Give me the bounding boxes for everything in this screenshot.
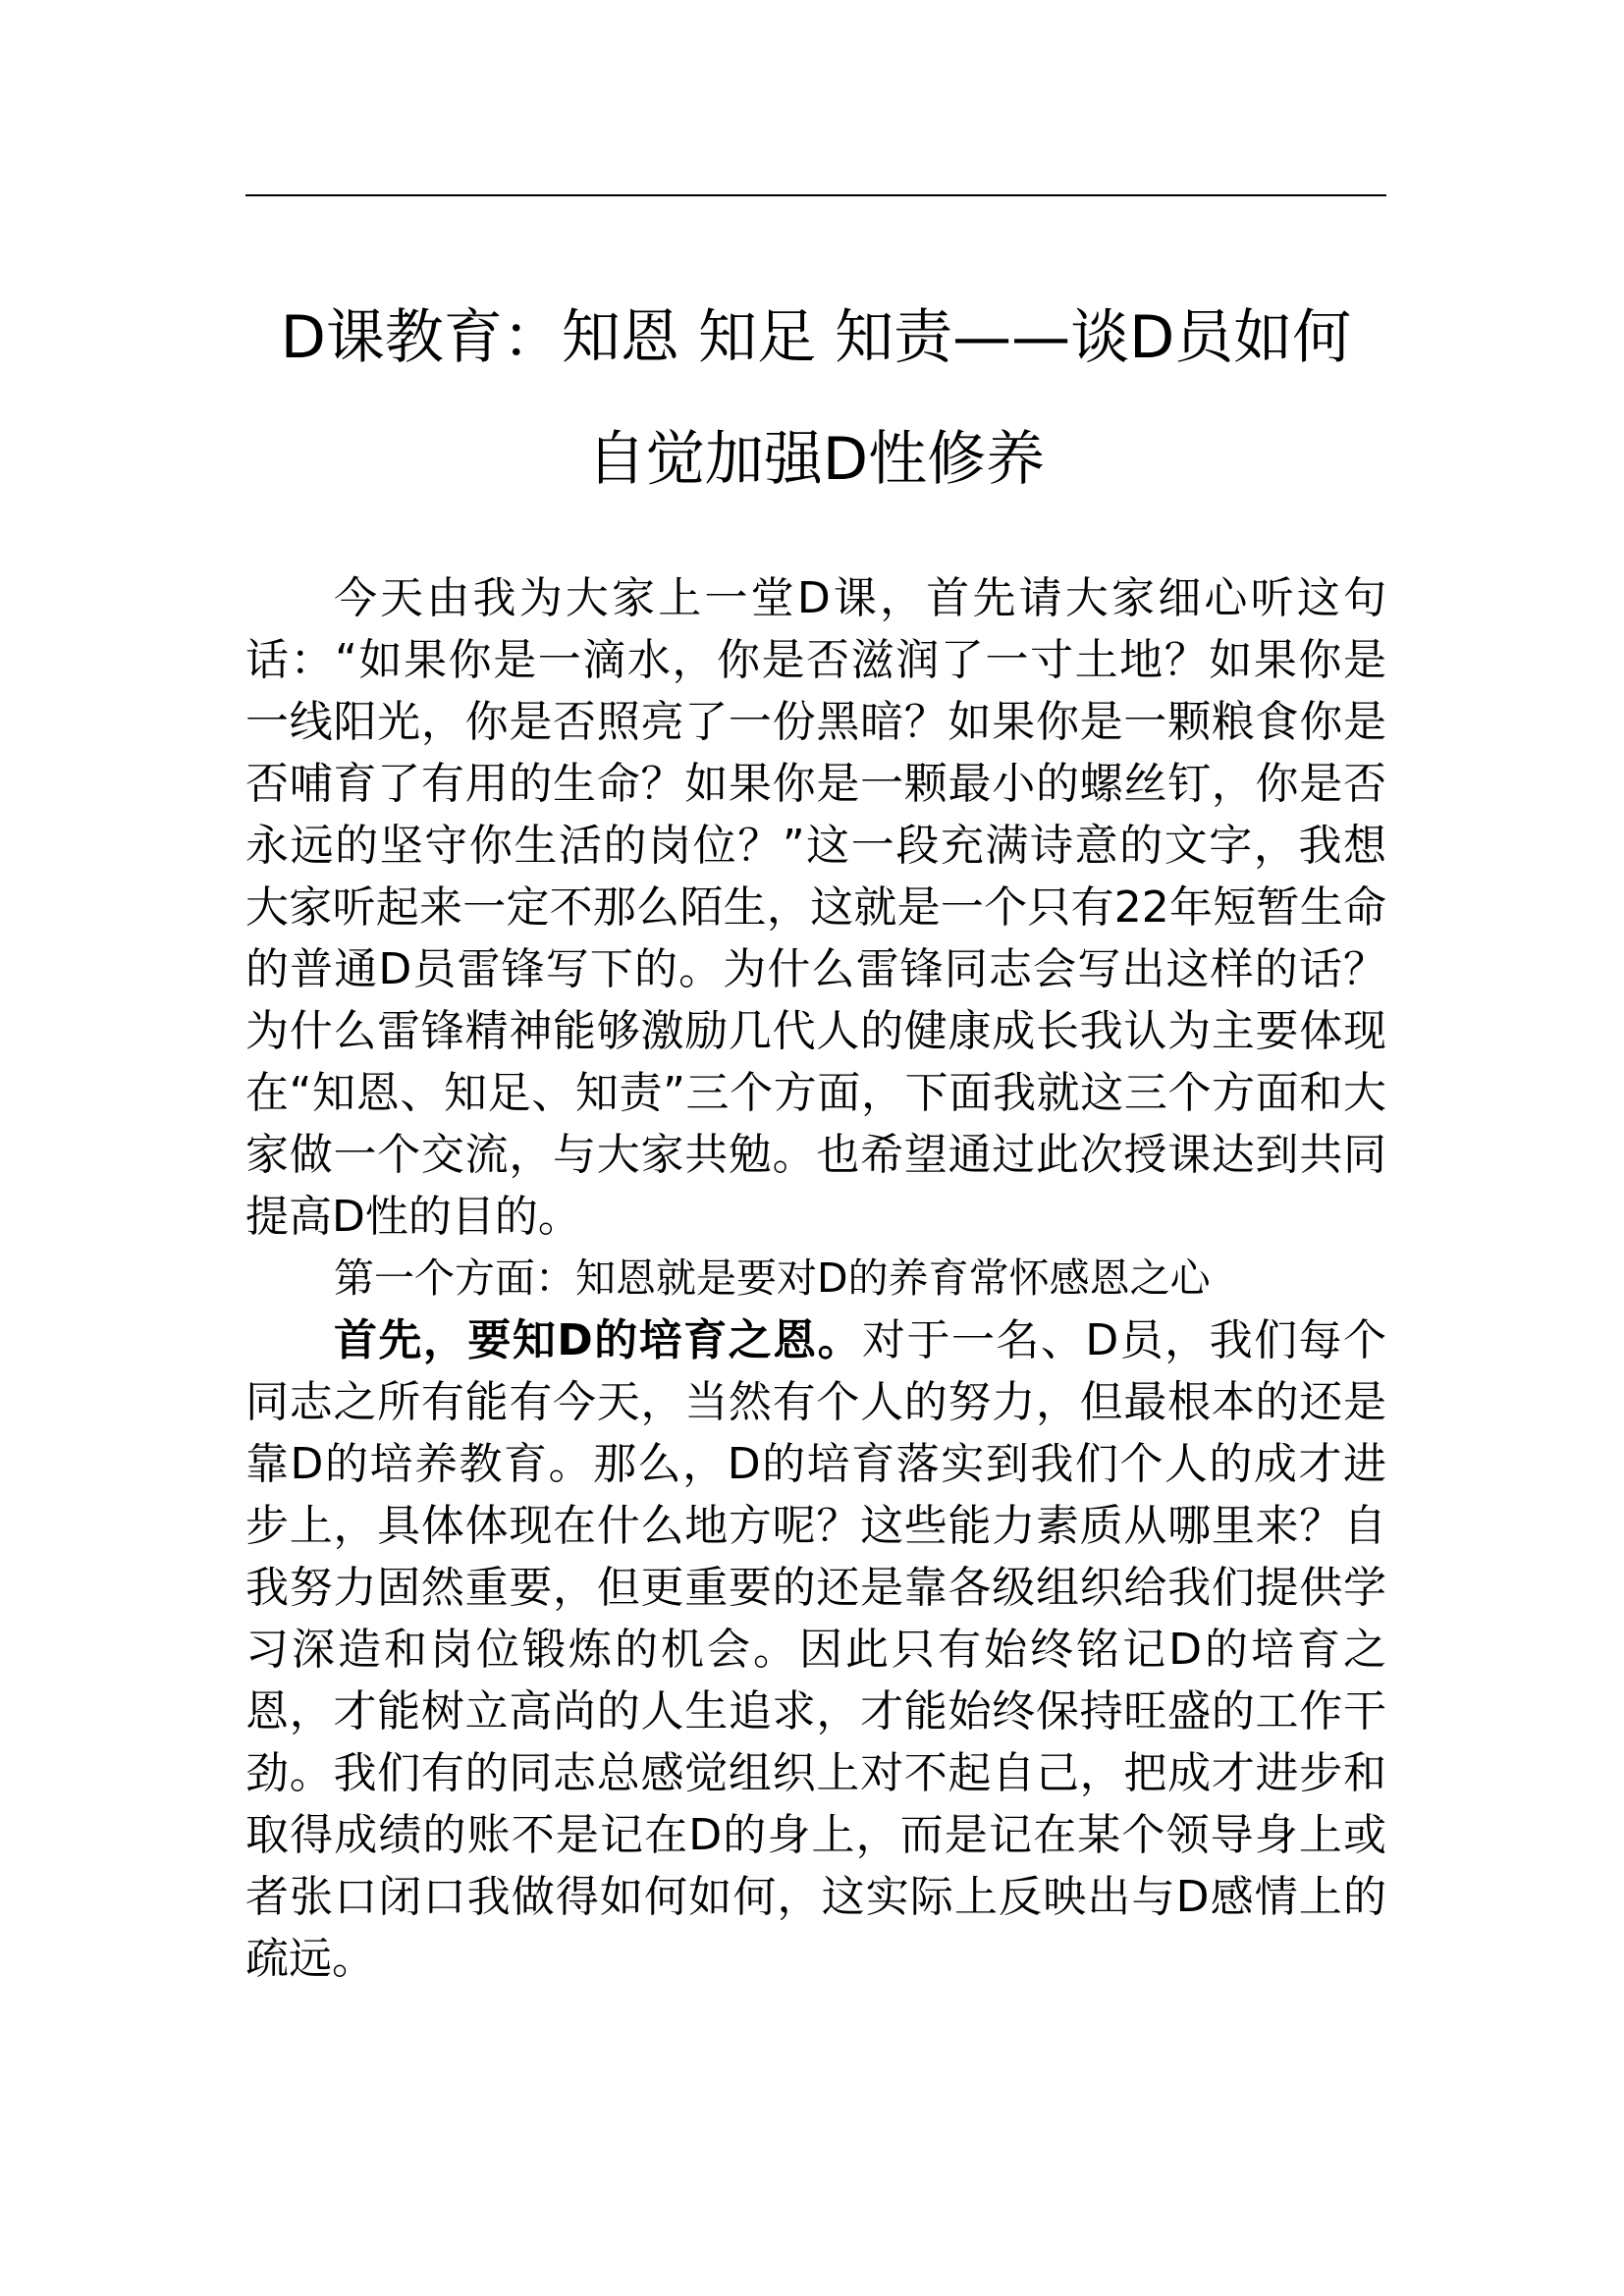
title-line-2: 自觉加强D性修养	[586, 425, 1046, 494]
paragraph-lead-bold: 首先，要知D的培育之恩。	[334, 1315, 863, 1365]
title-line-1: D课教育：知恩 知足 知责——谈D员如何	[280, 303, 1352, 372]
header-rule	[245, 194, 1386, 196]
paragraph-body: 对于一名、D员，我们每个同志之所有能有今天，当然有个人的努力，但最根本的还是靠D的培养教育。那么，D的培育落实到我们个人的成才进步上，具体体现在什么地方呢？这些能力素质从哪里来？自我努力固然重要，但更重要的还是靠各级组织给我们提供学习深造和岗位锻炼的机会。因此只有始终铭记D的培育之恩，才能树立高尚的人生追求，才能始终保持旺盛的工作干劲。我们有的同志总感觉组织上对不起自己，把成才进步和取得成绩的账不是记在D的身上，而是记在某个领导身上或者张口闭口我做得如何如何，这实际上反映出与D感情上的疏远。	[245, 1315, 1386, 1984]
document-body	[245, 567, 1386, 1990]
paragraph-nurture	[245, 1309, 1386, 1990]
document-title	[245, 277, 1386, 520]
section-heading: 第一个方面：知恩就是要对D的养育常怀感恩之心	[334, 1255, 1211, 1302]
paragraph-intro: 今天由我为大家上一堂D课，首先请大家细心听这句话：“如果你是一滴水，你是否滋润了一寸土地？如果你是一线阳光，你是否照亮了一份黑暗？如果你是一颗粮食你是否哺育了有用的生命？如果你是一颗最小的螺丝钉，你是否永远的坚守你生活的岗位？”这一段充满诗意的文字，我想大家听起来一定不那么陌生，这就是一个只有22年短暂生命的普通D员雷锋写下的。为什么雷锋同志会写出这样的话？为什么雷锋精神能够激励几代人的健康成长我认为主要体现在“知恩、知足、知责”三个方面，下面我就这三个方面和大家做一个交流，与大家共勉。也希望通过此次授课达到共同提高D性的目的。	[245, 573, 1386, 1242]
